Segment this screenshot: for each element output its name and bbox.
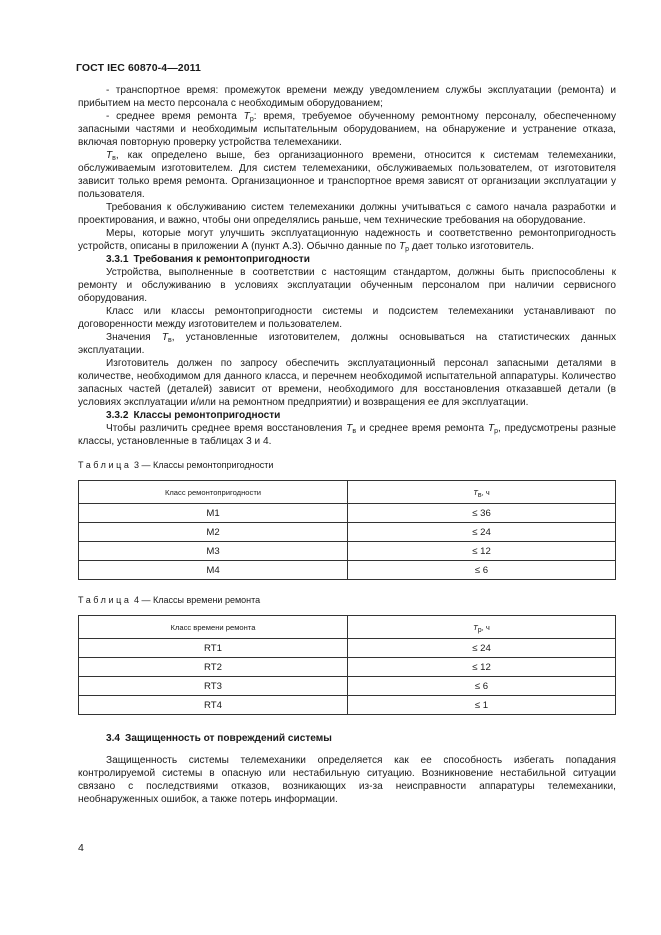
table-cell: RT2: [79, 658, 348, 677]
section-heading: 3.3.2 Классы ремонтопригодности: [106, 410, 281, 421]
table-cell: ≤ 6: [348, 561, 616, 580]
repair-time-classes-table: [78, 615, 616, 715]
table-caption: Таблица 4 — Классы времени ремонта: [78, 595, 261, 605]
table-cell: ≤ 36: [348, 504, 616, 523]
paragraph: Защищенность системы телемеханики определяется как ее способность избегать попадания контролируемой системы в опасную или нестабильную ситуацию. Возникновение нестабильной ситуации связано с последствиями отказов, возникающих из-за неисправности аппаратуры телемеханики, необнаруженных ошибок, а также потерь информации.: [78, 755, 616, 805]
table-cell: ≤ 6: [348, 677, 616, 696]
paragraph: $T_в$, как определено выше, без организационного времени, относится к системам телемеханики, обслуживаемым изготовителем. Для систем телемеханики, обслуживаемых пользователем, от изготовителя зависит только время ремонта. Организационное и транспортное время зависят от организации эксплуатации у пользователя.: [78, 150, 616, 200]
table-cell: RT4: [79, 696, 348, 715]
table-header-row: [79, 481, 616, 504]
table-cell: ≤ 12: [348, 542, 616, 561]
paragraph: Чтобы различить среднее время восстановления $T_в$ и среднее время ремонта $T_р$, предусмотрены разные классы, установленные в таблицах 3 и 4.: [78, 423, 616, 447]
maintainability-classes-table: [78, 480, 616, 580]
page-number: 4: [78, 842, 84, 854]
section-heading: 3.4 Защищенность от повреждений системы: [106, 733, 332, 744]
paragraph: - транспортное время: промежуток времени между уведомлением службы эксплуатации (ремонта) и прибытием на место персонала с необходимым оборудованием;: [78, 85, 616, 109]
paragraph: Класс или классы ремонтопригодности системы и подсистем телемеханики устанавливают по договоренности между изготовителем и пользователем.: [78, 306, 616, 330]
page-header: ГОСТ IEC 60870-4—2011: [76, 62, 201, 74]
table-cell: ≤ 24: [348, 523, 616, 542]
paragraph: Требования к обслуживанию систем телемеханики должны учитываться с самого начала разработки и проектирования, и важно, чтобы они определялись раньше, чем технические требования на оборудование.: [78, 202, 616, 226]
table-row: [79, 523, 616, 542]
table-row: [79, 639, 616, 658]
paragraph: Устройства, выполненные в соответствии с настоящим стандартом, должны быть приспособлены к ремонту и обслуживанию в условиях эксплуатации обученным персоналом при наличии сервисного оборудования.: [78, 267, 616, 304]
table-cell: M3: [79, 542, 348, 561]
table-header-row: [79, 616, 616, 639]
paragraph: Меры, которые могут улучшить эксплуатационную надежность и соответственно ремонтопригодность устройств, описаны в приложении А (пункт А.3). Обычно данные по $T_р$ дает только изготовитель.: [78, 228, 616, 253]
table-cell: RT1: [79, 639, 348, 658]
column-header: $T_р$, ч: [348, 616, 616, 639]
table-row: [79, 677, 616, 696]
table-cell: ≤ 24: [348, 639, 616, 658]
document-body: [78, 84, 616, 806]
table-row: [79, 542, 616, 561]
table-cell: RT3: [79, 677, 348, 696]
table-row: [79, 696, 616, 715]
paragraph: Изготовитель должен по запросу обеспечить эксплуатационный персонал запасными деталями в количестве, необходимом для данного класса, и перечнем необходимой испытательной аппаратуры. Количество запасных частей (деталей) зависит от времени, необходимого для восстановления отказавшей детали (в условиях эксплуатации и/или на ремонтном предприятии) и возвращения ее для эксплуатации.: [78, 358, 616, 408]
table-row: [79, 504, 616, 523]
paragraph: Значения $T_в$, установленные изготовителем, должны основываться на статистических данных эксплуатации.: [78, 332, 616, 356]
table-cell: M1: [79, 504, 348, 523]
table-row: [79, 561, 616, 580]
table-row: [79, 658, 616, 677]
table-cell: M4: [79, 561, 348, 580]
table-cell: ≤ 1: [348, 696, 616, 715]
column-header: Класс ремонтопригодности: [79, 481, 348, 504]
section-heading: 3.3.1 Требования к ремонтопригодности: [106, 254, 310, 265]
table-cell: M2: [79, 523, 348, 542]
table-caption: Таблица 3 — Классы ремонтопригодности: [78, 460, 274, 470]
paragraph: - среднее время ремонта $T_р$: время, требуемое обученному ремонтному персоналу, обеспеченному запасными частями и необходимым испытательным оборудованием, на обнаружение и устранение отказа, включая повторную проверку устройства телемеханики.: [78, 111, 617, 148]
column-header: $T_в$, ч: [348, 481, 616, 504]
column-header: Класс времени ремонта: [79, 616, 348, 639]
table-cell: ≤ 12: [348, 658, 616, 677]
